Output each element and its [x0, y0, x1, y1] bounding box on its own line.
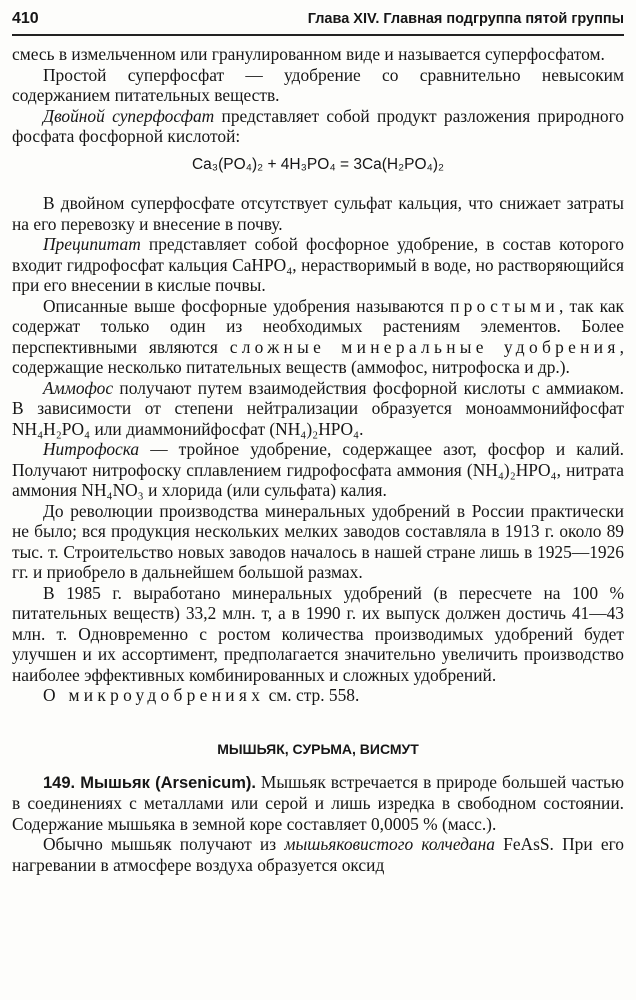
paragraph: [12, 296, 624, 378]
paragraph-text: получают путем взаимодействия фосфорной кислоты с аммиаком. В зависимости от степени нейтрализации образуется моноаммонийфосфат NH₄H₂PO₄ или диаммонийфосфат (NH₄)₂HPO₄.: [12, 377, 624, 439]
running-title: Глава XIV. Главная подгруппа пятой группы: [307, 11, 624, 27]
paragraph: Простой суперфосфат — удобрение со сравнительно невысоким содержанием питательных веществ.: [12, 64, 624, 105]
cross-reference: [12, 685, 624, 706]
paragraph-text: , содержащие несколько питательных веществ (аммофос, нитрофоска и др.).: [12, 336, 624, 377]
italic-term: Аммофос: [43, 377, 114, 398]
paragraph-text: Описанные выше фосфорные удобрения называются: [43, 295, 451, 316]
paragraph-text: — тройное удобрение, содержащее азот, фосфор и калий. Получают нитрофоску сплавлением гидрофосфата аммония (NH₄)₂HPO₄, нитрата аммония NH₄NO₃ и хлорида (или сульфата) калия.: [12, 439, 624, 500]
italic-term: Нитрофоска: [43, 439, 140, 459]
paragraph: [12, 772, 624, 835]
paragraph: [12, 834, 624, 875]
italic-term: Двойной суперфосфат: [43, 105, 215, 126]
paragraph-text: представляет собой фосфорное удобрение, в состав которого входит гидрофосфат кальция CaHPO₄, нерастворимый в воде, но растворяющийся при его внесении в кислые почвы.: [12, 234, 624, 295]
paragraph-text: см. стр. 558.: [264, 685, 360, 705]
italic-term: мышьяковистого колчедана: [284, 834, 495, 854]
paragraph-text: Обычно мышьяк получают из: [43, 834, 285, 854]
paragraph: До революции производства минеральных удобрений в России практически не было; вся продукция нескольких мелких заводов составляла в 1913 г. около 89 тыс. т. Строительство новых заводов началось в нашей стране лишь в 1925—1926 гг. и приобрело в дальнейшем большой размах.: [12, 500, 624, 582]
paragraph-text: представляет собой продукт разложения природного фосфата фосфорной кислотой:: [12, 105, 624, 146]
paragraph: [12, 439, 624, 501]
article-heading: 149. Мышьяк (Arsenicum).: [43, 773, 256, 792]
paragraph: [12, 234, 624, 296]
page-number: 410: [12, 10, 39, 27]
section-title: МЫШЬЯК, СУРЬМА, ВИСМУТ: [217, 740, 419, 757]
running-header: [12, 10, 624, 36]
paragraph: В двойном суперфосфате отсутствует сульфат кальция, что снижает затраты на его перевозку и внесение в почву.: [12, 193, 624, 234]
spaced-term: сложные минеральные удобрения: [229, 336, 620, 357]
spaced-term: простыми: [450, 295, 559, 316]
paragraph: [12, 106, 624, 147]
paragraph-text: Мышьяк встречается в природе большей частью в соединениях с металлами или серой и лишь изредка в свободном состоянии. Содержание мышьяка в земной коре составляет 0,0005 % (масс.).: [12, 771, 624, 834]
paragraph: В 1985 г. выработано минеральных удобрений (в пересчете на 100 % питательных веществ) 33,2 млн. т, а в 1990 г. их выпуск должен достичь 41—43 млн. т. Одновременно с ростом количества производимых удобрений будет улучшен и их ассортимент, предполагается значительно увеличить производство наиболее эффективных комбинированных и сложных удобрений.: [12, 582, 624, 685]
paragraph-text: FeAsS. При его нагревании в атмосфере воздуха образуется оксид: [12, 834, 624, 875]
paragraph: смесь в измельченном или гранулированном виде и называется суперфосфатом.: [12, 44, 605, 64]
paragraph-text: , так как содержат только один из необходимых растениям элементов. Более перспективными являются: [12, 295, 624, 357]
paragraph: [12, 378, 624, 440]
spaced-term: О микроудобрениях: [43, 685, 265, 705]
italic-term: Преципитат: [43, 234, 141, 254]
chemical-equation: Ca₃(PO₄)₂ + 4H₃PO₄ = 3Ca(H₂PO₄)₂: [191, 155, 445, 173]
